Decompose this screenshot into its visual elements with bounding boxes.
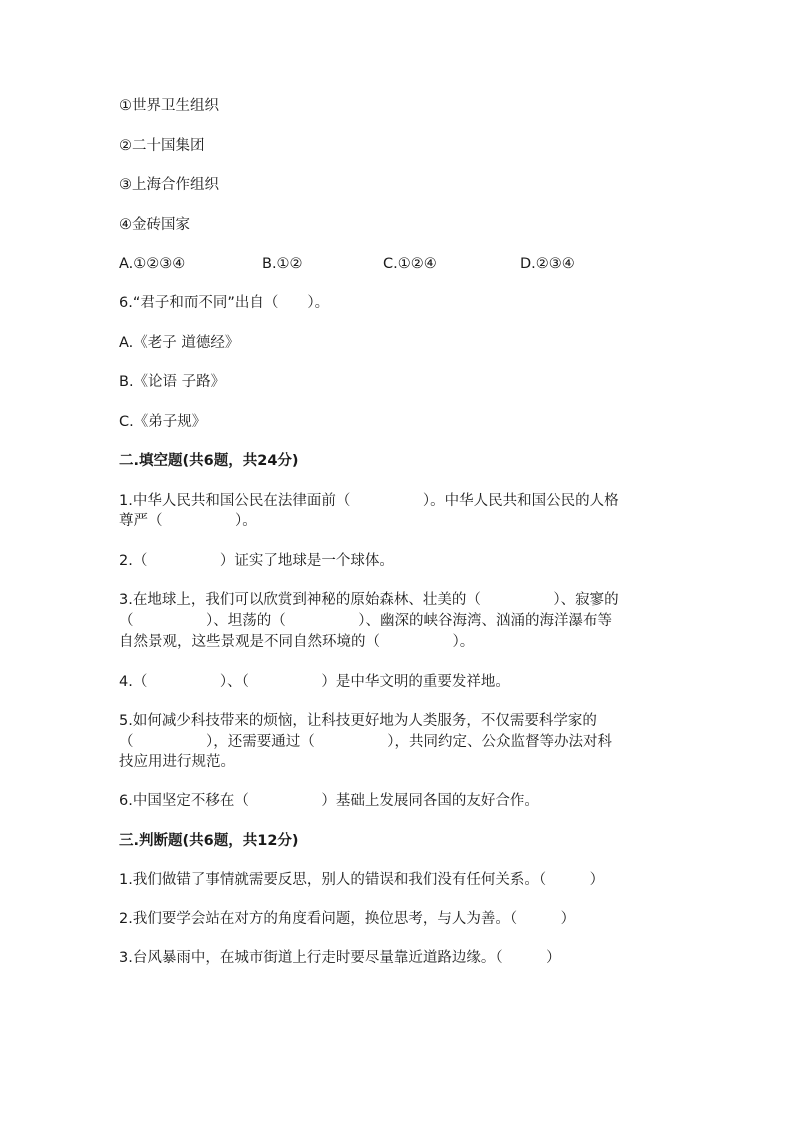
q6-stem: 6.“君子和而不同”出自（ ）。 bbox=[119, 295, 330, 311]
q5-option-d: D.②③④ bbox=[520, 256, 575, 272]
s2-q5-line3: 技应用进行规范。 bbox=[119, 754, 235, 770]
q5-option-c: C.①②④ bbox=[383, 256, 437, 272]
s2-q2: 2.（ ）证实了地球是一个球体。 bbox=[119, 553, 394, 569]
q5-item-2: ②二十国集团 bbox=[119, 138, 205, 154]
q5-option-b: B.①② bbox=[262, 256, 303, 272]
s2-q3-line3: 自然景观，这些景观是不同自然环境的（ ）。 bbox=[119, 634, 475, 650]
q5-item-3: ③上海合作组织 bbox=[119, 177, 219, 193]
section-3-title: 三.判断题(共6题，共12分) bbox=[119, 833, 299, 849]
s3-q2: 2.我们要学会站在对方的角度看问题，换位思考，与人为善。（ ） bbox=[119, 911, 576, 927]
s2-q1-line2: 尊严（ ）。 bbox=[119, 513, 257, 529]
s2-q1-line1: 1.中华人民共和国公民在法律面前（ ）。中华人民共和国公民的人格 bbox=[119, 493, 619, 509]
s2-q5-line2: （ ），还需要通过（ ），共同约定、公众监督等办法对科 bbox=[119, 734, 612, 750]
section-2-title: 二.填空题(共6题，共24分) bbox=[119, 453, 299, 469]
q6-option-c: C.《弟子规》 bbox=[119, 414, 207, 430]
s2-q4: 4.（ ）、（ ）是中华文明的重要发祥地。 bbox=[119, 674, 510, 690]
q5-item-4: ④金砖国家 bbox=[119, 217, 190, 233]
q6-option-a: A.《老子 道德经》 bbox=[119, 335, 240, 351]
q5-option-a: A.①②③④ bbox=[119, 256, 186, 272]
s2-q3-line1: 3.在地球上，我们可以欣赏到神秘的原始森林、壮美的（ ）、寂寥的 bbox=[119, 592, 619, 608]
q6-option-b: B.《论语 子路》 bbox=[119, 374, 226, 390]
s3-q1: 1.我们做错了事情就需要反思，别人的错误和我们没有任何关系。（ ） bbox=[119, 872, 605, 888]
s2-q5-line1: 5.如何减少科技带来的烦恼，让科技更好地为人类服务，不仅需要科学家的 bbox=[119, 713, 597, 729]
s3-q3: 3.台风暴雨中，在城市街道上行走时要尽量靠近道路边缘。（ ） bbox=[119, 950, 561, 966]
s2-q6: 6.中国坚定不移在（ ）基础上发展同各国的友好合作。 bbox=[119, 793, 539, 809]
s2-q3-line2: （ ）、坦荡的（ ）、幽深的峡谷海湾、汹涌的海洋瀑布等 bbox=[119, 613, 612, 629]
q5-item-1: ①世界卫生组织 bbox=[119, 98, 219, 114]
